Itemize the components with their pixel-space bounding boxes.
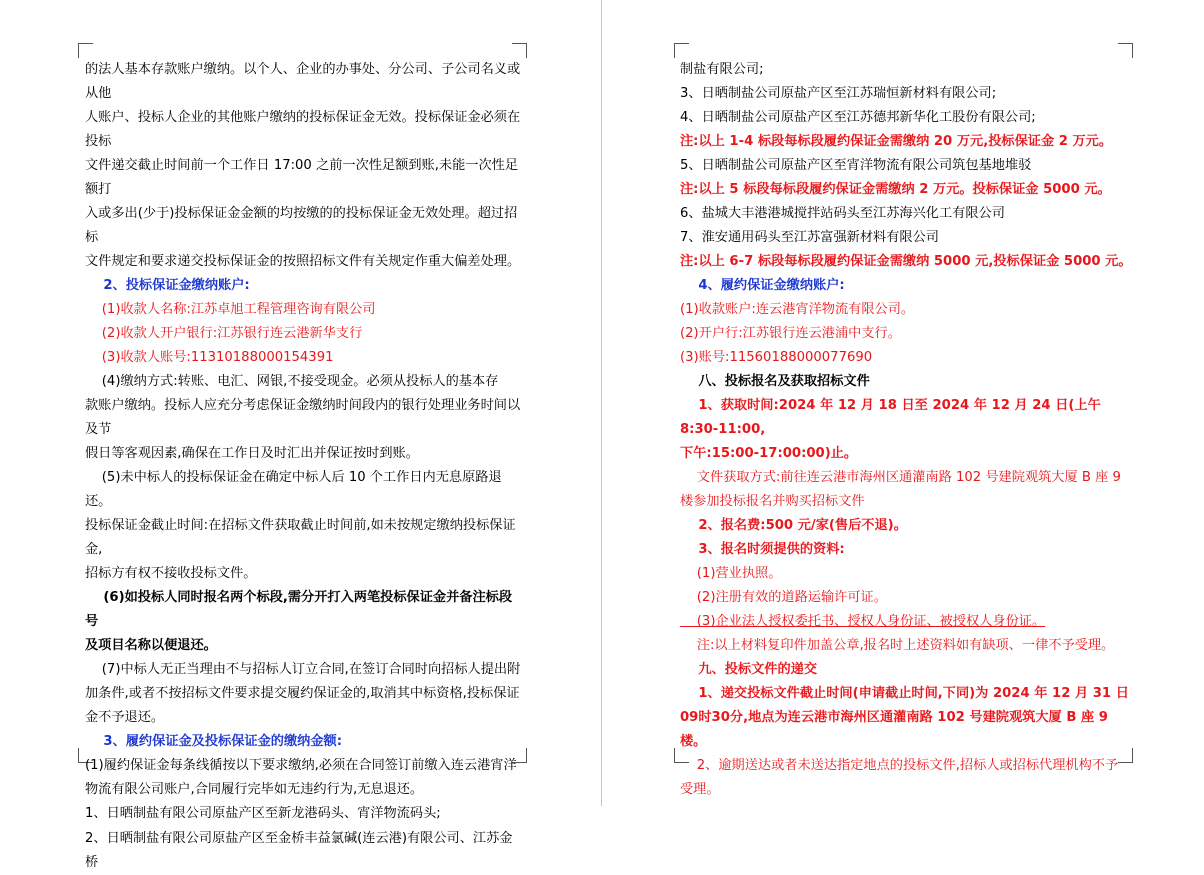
- paragraph: 楼参加投标报名并购买招标文件: [680, 494, 865, 510]
- paragraph: 入或多出(少于)投标保证金金额的均按缴的的投标保证金无效处理。超过招标: [85, 206, 518, 246]
- section-heading: 九、投标文件的递交: [680, 662, 818, 678]
- paragraph: 3、日晒制盐公司原盐产区至江苏瑞恒新材料有限公司;: [680, 86, 997, 102]
- paragraph: (6)如投标人同时报名两个标段,需分开打入两笔投标保证金并备注标段号: [85, 590, 513, 630]
- paragraph: (3)收款人账号:11310188000154391: [85, 350, 334, 366]
- paragraph-note: 注:以上 6-7 标段每标段履约保证金需缴纳 5000 元,投标保证金 5000 元。: [680, 254, 1132, 270]
- paragraph: 文件递交截止时间前一个工作日 17:00 之前一次性足额到账,未能一次性足额打: [85, 158, 519, 198]
- crop-mark-top-right: [512, 43, 527, 58]
- paragraph: 加条件,或者不按招标文件要求提交履约保证金的,取消其中标资格,投标保证: [85, 686, 520, 702]
- paragraph: 注:以上材料复印件加盖公章,报名时上述资料如有缺项、一律不予受理。: [680, 638, 1115, 654]
- paragraph: 09时30分,地点为连云港市海州区通灌南路 102 号建院观筑大厦 B 座 9 楼。: [680, 710, 1113, 750]
- page-left: [0, 0, 602, 870]
- paragraph: (5)未中标人的投标保证金在确定中标人后 10 个工作日内无息原路退还。: [85, 470, 502, 510]
- paragraph: (4)缴纳方式:转账、电汇、网银,不接受现金。必须从投标人的基本存: [85, 374, 499, 390]
- crop-mark-top-left: [674, 43, 689, 58]
- paragraph: 1、获取时间:2024 年 12 月 18 日至 2024 年 12 月 24 日(上午 8:30-11:00,: [680, 398, 1106, 438]
- paragraph: 文件获取方式:前往连云港市海州区通灌南路 102 号建院观筑大厦 B 座 9: [680, 470, 1121, 486]
- paragraph: (3)企业法人授权委托书、授权人身份证、被授权人身份证。: [680, 614, 1046, 630]
- paragraph: 4、日晒制盐公司原盐产区至江苏德邦新华化工股份有限公司;: [680, 110, 1036, 126]
- paragraph: 文件规定和要求递交投标保证金的按照招标文件有关规定作重大偏差处理。: [85, 254, 521, 270]
- paragraph: 6、盐城大丰港港城搅拌站码头至江苏海兴化工有限公司: [680, 206, 1005, 222]
- paragraph: 投标保证金截止时间:在招标文件获取截止时间前,如未按规定缴纳投标保证金,: [85, 518, 516, 558]
- paragraph-note: 注:以上 1-4 标段每标段履约保证金需缴纳 20 万元,投标保证金 2 万元。: [680, 134, 1113, 150]
- paragraph: 2、逾期送达或者未送达指定地点的投标文件,招标人或招标代理机构不予: [680, 758, 1119, 774]
- paragraph: 款账户缴纳。投标人应充分考虑保证金缴纳时间段内的银行处理业务时间以及节: [85, 398, 521, 438]
- left-page-text-body: [85, 58, 525, 875]
- right-page-text-body: [680, 58, 1135, 802]
- paragraph: (1)营业执照。: [680, 566, 782, 582]
- paragraph: 招标方有权不接收投标文件。: [85, 566, 257, 582]
- paragraph: 受理。: [680, 782, 720, 798]
- paragraph: (7)中标人无正当理由不与招标人订立合同,在签订合同时向招标人提出附: [85, 662, 521, 678]
- paragraph: 及项目名称以便退还。: [85, 638, 217, 654]
- paragraph: 7、淮安通用码头至江苏富强新材料有限公司: [680, 230, 939, 246]
- paragraph: 的法人基本存款账户缴纳。以个人、企业的办事处、分公司、子公司名义或从他: [85, 62, 521, 102]
- paragraph: (2)注册有效的道路运输许可证。: [680, 590, 887, 606]
- paragraph: 人账户、投标人企业的其他账户缴纳的投标保证金无效。投标保证金必须在投标: [85, 110, 521, 150]
- page-right: [602, 0, 1204, 806]
- crop-mark-top-right: [1118, 43, 1133, 58]
- paragraph: 2、日晒制盐有限公司原盐产区至金桥丰益氯碱(连云港)有限公司、江苏金桥: [85, 830, 513, 870]
- crop-mark-top-left: [78, 43, 93, 58]
- paragraph: 假日等客观因素,确保在工作日及时汇出并保证按时到账。: [85, 446, 419, 462]
- paragraph: 制盐有限公司;: [680, 62, 764, 77]
- paragraph-note: 注:以上 5 标段每标段履约保证金需缴纳 2 万元。投标保证金 5000 元。: [680, 182, 1111, 198]
- section-heading: 八、投标报名及获取招标文件: [680, 374, 870, 390]
- paragraph: 1、日晒制盐有限公司原盐产区至新龙港码头、宵洋物流码头;: [85, 806, 441, 822]
- paragraph: 下午:15:00-17:00:00)止。: [680, 446, 858, 462]
- paragraph: 金不予退还。: [85, 710, 165, 726]
- paragraph: (2)开户行:江苏银行连云港浦中支行。: [680, 326, 901, 342]
- paragraph: (1)履约保证金每条线循按以下要求缴纳,必须在合同签订前缴入连云港宵洋: [85, 758, 517, 774]
- paragraph: 3、报名时须提供的资料:: [680, 542, 845, 558]
- paragraph: 物流有限公司账户,合同履行完毕如无违约行为,无息退还。: [85, 782, 424, 798]
- paragraph: 2、报名费:500 元/家(售后不退)。: [680, 518, 907, 534]
- paragraph-heading: 2、投标保证金缴纳账户:: [85, 278, 250, 294]
- paragraph: (1)收款人名称:江苏卓旭工程管理咨询有限公司: [85, 302, 376, 318]
- paragraph: (2)收款人开户银行:江苏银行连云港新华支行: [85, 326, 363, 342]
- paragraph: (1)收款账户:连云港宵洋物流有限公司。: [680, 302, 915, 318]
- paragraph-heading: 3、履约保证金及投标保证金的缴纳金额:: [85, 734, 343, 750]
- paragraph-heading: 4、履约保证金缴纳账户:: [680, 278, 845, 294]
- paragraph: 1、递交投标文件截止时间(申请截止时间,下同)为 2024 年 12 月 31 日: [680, 686, 1129, 702]
- paragraph: (3)账号:11560188000077690: [680, 350, 873, 366]
- paragraph: 5、日晒制盐公司原盐产区至宵洋物流有限公司筑包基地堆驳: [680, 158, 1032, 174]
